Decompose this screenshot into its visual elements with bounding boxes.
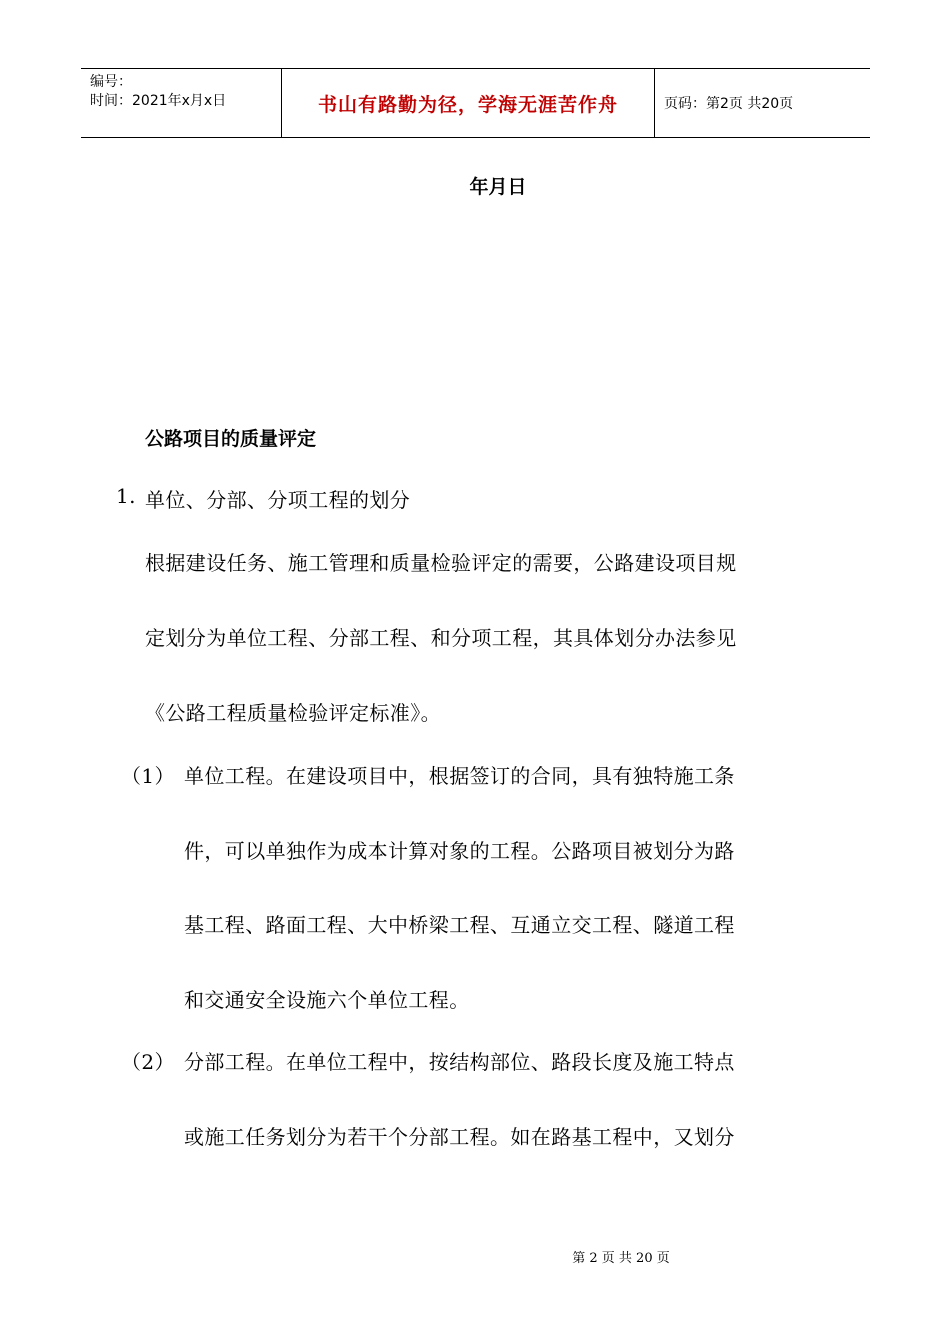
item-1-number: 1. bbox=[116, 484, 136, 508]
paragraph-line: 定划分为单位工程、分部工程、和分项工程，其具体划分办法参见 bbox=[145, 626, 737, 650]
date-heading: 年月日 bbox=[469, 176, 527, 198]
paragraph-line: 或施工任务划分为若干个分部工程。如在路基工程中，又划分 bbox=[184, 1125, 735, 1149]
section-title: 公路项目的质量评定 bbox=[145, 428, 317, 450]
paragraph-line: 单位工程。在建设项目中，根据签订的合同，具有独特施工条 bbox=[184, 764, 735, 788]
page-header bbox=[81, 68, 870, 138]
paragraph-line: 分部工程。在单位工程中，按结构部位、路段长度及施工特点 bbox=[184, 1050, 735, 1074]
paragraph-line: 件，可以单独作为成本计算对象的工程。公路项目被划分为路 bbox=[184, 839, 735, 863]
document-number: 编号： bbox=[90, 74, 132, 90]
sub-item-1-marker: （1） bbox=[121, 764, 175, 788]
document-time: 时间：2021年x月x日 bbox=[90, 93, 227, 109]
item-1-title: 单位、分部、分项工程的划分 bbox=[145, 488, 411, 512]
header-meta bbox=[90, 73, 280, 111]
paragraph-line: 基工程、路面工程、大中桥梁工程、互通立交工程、隧道工程 bbox=[184, 913, 735, 937]
paragraph-line: 根据建设任务、施工管理和质量检验评定的需要，公路建设项目规 bbox=[145, 551, 737, 575]
header-page-info: 页码：第2页 共20页 bbox=[664, 96, 794, 112]
sub-item-2-marker: （2） bbox=[121, 1050, 175, 1074]
header-divider bbox=[654, 69, 655, 137]
page-footer: 第 2 页 共 20 页 bbox=[572, 1251, 670, 1266]
paragraph-line: 《公路工程质量检验评定标准》。 bbox=[145, 701, 441, 725]
paragraph-line: 和交通安全设施六个单位工程。 bbox=[184, 988, 470, 1012]
header-motto: 书山有路勤为径，学海无涯苦作舟 bbox=[317, 93, 618, 116]
